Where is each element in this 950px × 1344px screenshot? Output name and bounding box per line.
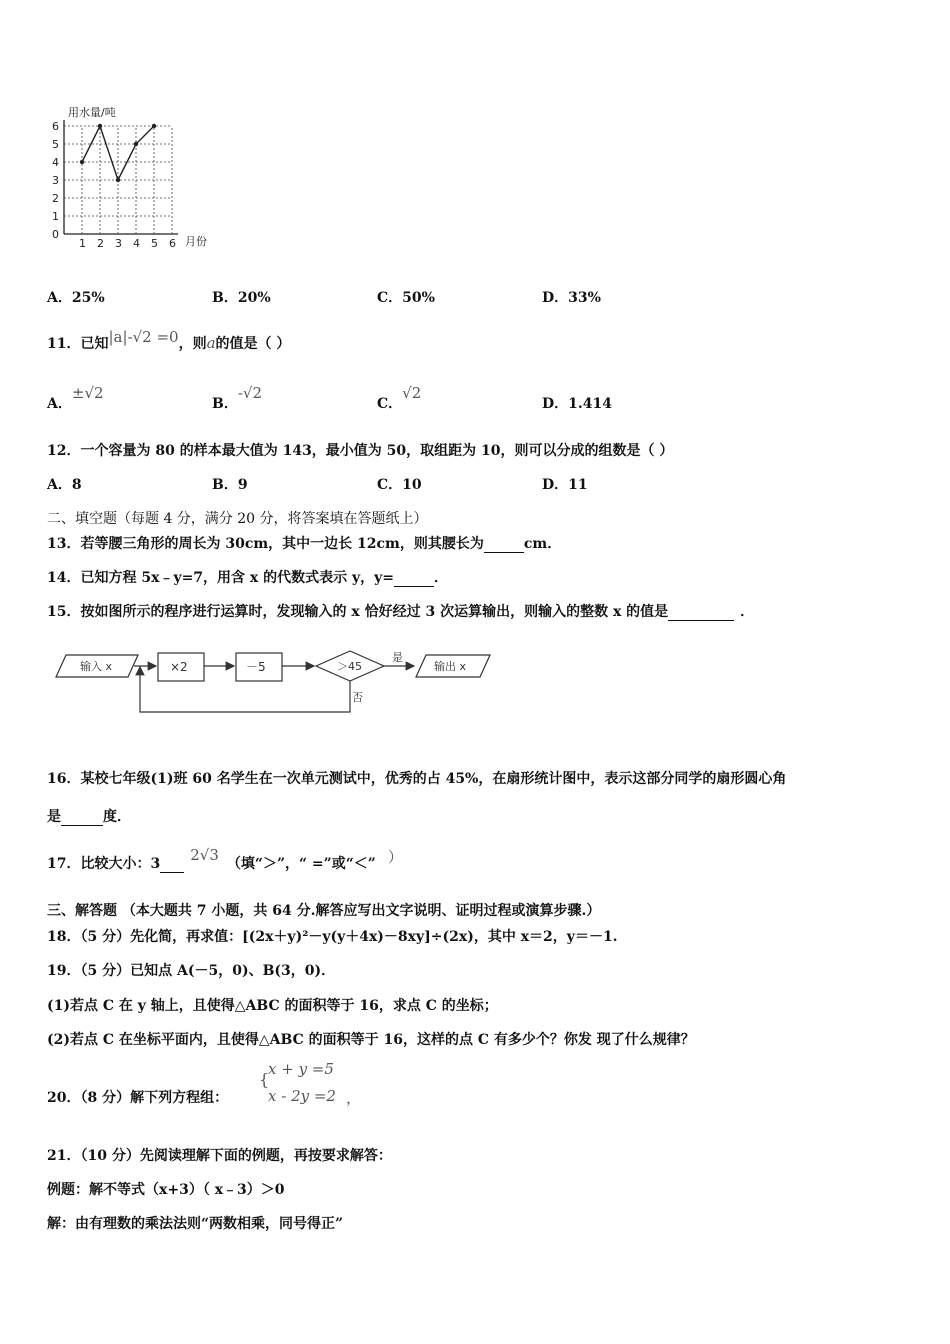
- chart-data-point: [98, 124, 102, 128]
- chart-xlabel: 月份: [185, 235, 207, 248]
- chart-ytick-label: 6: [52, 120, 59, 133]
- q10-option-c: C．50%: [377, 290, 435, 306]
- chart-ylabel: 用水量/吨: [68, 106, 116, 119]
- q10-option-a: A．25%: [47, 290, 105, 306]
- q16-post: 度．: [103, 809, 131, 825]
- q11-expression: |a|-√2 =0: [108, 328, 179, 346]
- q11-suffix: ，则: [178, 336, 207, 352]
- q10-option-d: D．33%: [542, 290, 601, 306]
- chart-data-point: [80, 160, 84, 164]
- q12-option-b: B．9: [212, 477, 248, 493]
- chart-xtick-label: 2: [97, 237, 104, 250]
- section-2-heading: 二、填空题（每题 4 分，满分 20 分，将答案填在答题纸上）: [47, 511, 428, 527]
- q17-blank: [160, 856, 184, 873]
- q13-blank: [484, 536, 524, 553]
- chart-xtick-label: 6: [169, 237, 176, 250]
- q11-c-label: C．: [377, 396, 403, 412]
- q15-post: ．: [740, 604, 755, 620]
- q16-blank: [61, 809, 103, 826]
- chart-ytick-label: 1: [52, 210, 59, 223]
- chart-ytick-label: 2: [52, 192, 59, 205]
- water-usage-chart: [40, 104, 220, 254]
- chart-ytick-label: 3: [52, 174, 59, 187]
- q13-post: cm．: [523, 536, 562, 552]
- q11-tail: 的值是（ ）: [215, 336, 291, 352]
- q20-brace: {: [259, 1070, 270, 1089]
- q19-part2: (2)若点 C 在坐标平面内，且使得△ABC 的面积等于 16，这样的点 C 有多少个？你发 现了什么规律？: [47, 1032, 695, 1048]
- q11-question: [47, 328, 291, 353]
- q12-option-a: A．8: [47, 477, 82, 493]
- flow-multiply-label: ×2: [170, 660, 188, 674]
- q19-question: 19．（5 分）已知点 A(－5，0)、B(3，0)．: [47, 963, 336, 979]
- q11-c-expr: √2: [402, 384, 422, 402]
- flow-output-label: 输出 x: [434, 660, 467, 673]
- chart-data-point: [152, 124, 156, 128]
- chart-xtick-label: 5: [151, 237, 158, 250]
- flow-yes-label: 是: [392, 651, 403, 664]
- q12-option-c: C．10: [377, 477, 422, 493]
- q15-question: [47, 601, 754, 621]
- q11-a-expr: ±√2: [71, 384, 104, 402]
- q20-equation-1: x + y =5: [268, 1060, 334, 1078]
- q11-variable: a: [206, 334, 216, 352]
- chart-ytick-label: 5: [52, 138, 59, 151]
- q11-a-label: A．: [47, 396, 72, 412]
- program-flowchart: [50, 645, 500, 725]
- chart-xtick-label: 4: [133, 237, 140, 250]
- q18-question: 18．（5 分）先化简，再求值：[(2x＋y)²－y(y＋4x)－8xy]÷(2x)，其中 x＝2，y＝－1.: [47, 929, 618, 945]
- flow-input-label: 输入 x: [80, 660, 113, 673]
- q15-pre: 15．按如图所示的程序进行运算时，发现输入的 x 恰好经过 3 次运算输出，则输入的整数 x 的值是: [47, 604, 669, 620]
- q20-equation-2: x - 2y =2: [268, 1087, 336, 1105]
- q17-question: [47, 846, 403, 873]
- q21-question: 21．（10 分）先阅读理解下面的例题，再按要求解答：: [47, 1148, 392, 1164]
- q16-line1: 16．某校七年级(1)班 60 名学生在一次单元测试中，优秀的占 45%，在扇形统计图中，表示这部分同学的扇形圆心角: [47, 771, 787, 787]
- q14-question: [47, 567, 448, 587]
- chart-ytick-label: 4: [52, 156, 59, 169]
- q11-option-c: [377, 384, 422, 413]
- q17-expr: 2√3: [190, 846, 219, 864]
- q11-option-d: D．1.414: [542, 396, 612, 412]
- q12-option-d: D．11: [542, 477, 588, 493]
- q15-blank: [668, 604, 734, 621]
- q14-post: ．: [434, 570, 449, 586]
- chart-ytick-label: 0: [52, 228, 59, 241]
- chart-data-point: [134, 142, 138, 146]
- q21-example: 例题：解不等式（x+3）（ x﹣3）＞0: [47, 1182, 285, 1198]
- q13-pre: 13．若等腰三角形的周长为 30cm，其中一边长 12cm，则其腰长为: [47, 536, 484, 552]
- q14-blank: [394, 570, 434, 587]
- q14-pre: 14．已知方程 5x﹣y=7，用含 x 的代数式表示 y，y=: [47, 570, 395, 586]
- q17-mid: （填“＞”，“ =”或“＜”: [226, 856, 376, 872]
- q17-pre: 17．比较大小：3: [47, 856, 161, 872]
- q12-question: 12．一个容量为 80 的样本最大值为 143，最小值为 50，取组距为 10，则可以分成的组数是（ ）: [47, 443, 674, 459]
- q19-part1: (1)若点 C 在 y 轴上，且使得△ABC 的面积等于 16，求点 C 的坐标；: [47, 998, 498, 1014]
- q11-option-a: [47, 384, 104, 413]
- q17-close: ）: [387, 848, 403, 866]
- q11-b-label: B．: [212, 396, 238, 412]
- q11-option-b: [212, 384, 263, 413]
- q20-label: 20．（8 分）解下列方程组：: [47, 1090, 229, 1106]
- q13-question: [47, 533, 561, 553]
- flow-subtract-label: －5: [246, 660, 266, 674]
- q11-b-expr: -√2: [237, 384, 263, 402]
- chart-xtick-label: 3: [115, 237, 122, 250]
- q21-solution: 解：由有理数的乘法法则“两数相乘，同号得正”: [47, 1216, 344, 1232]
- q10-option-b: B．20%: [212, 290, 271, 306]
- chart-xtick-label: 1: [79, 237, 86, 250]
- q11-prefix: 11．已知: [47, 336, 109, 352]
- q16-line2: [47, 806, 131, 826]
- section-3-heading: 三、解答题 （本大题共 7 小题，共 64 分.解答应写出文字说明、证明过程或演算步骤.）: [47, 903, 601, 919]
- chart-data-point: [116, 178, 120, 182]
- flow-no-label: 否: [352, 691, 363, 704]
- q16-pre: 是: [47, 809, 61, 825]
- flow-condition-label: ＞45: [337, 660, 362, 673]
- q20-tail: ，: [346, 1089, 362, 1107]
